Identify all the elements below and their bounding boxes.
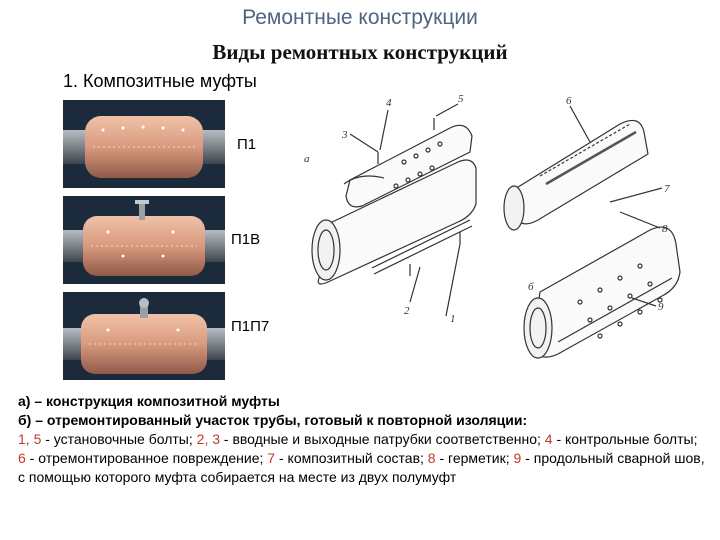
- legend-text: - вводные и выходные патрубки соответственно;: [220, 431, 545, 447]
- drawing-label-7: 7: [664, 183, 670, 195]
- legend-num: 4: [544, 431, 553, 447]
- legend-text: - отремонтированное повреждение;: [25, 450, 268, 466]
- photo-sleeve-p1p7: [63, 292, 225, 380]
- slide-subtitle: Виды ремонтных конструкций: [212, 40, 508, 64]
- legend-num: 2, 3: [196, 431, 221, 447]
- caption-line-b: б) – отремонтированный участок трубы, готовый к повторной изоляции:: [18, 412, 528, 428]
- drawing-label-9: 9: [658, 301, 664, 313]
- drawing-label-4: 4: [386, 97, 392, 109]
- legend-num: 9: [513, 450, 522, 466]
- drawing-label-1: 1: [450, 313, 456, 325]
- legend-num: 1, 5: [18, 431, 42, 447]
- photo-label-p1v: П1В: [231, 231, 261, 248]
- legend-text: - композитный состав;: [275, 450, 428, 466]
- photo-sleeve-p1v: [63, 196, 225, 284]
- section-heading: 1. Композитные муфты: [63, 71, 257, 91]
- drawing-label-6: 6: [566, 95, 572, 107]
- legend-text: - установочные болты;: [41, 431, 197, 447]
- caption-block: [18, 392, 708, 487]
- photo-label-p1p7: П1П7: [231, 318, 270, 335]
- legend-text: - герметик;: [435, 450, 514, 466]
- drawing-label-b: б: [528, 281, 534, 293]
- drawing-label-3: 3: [342, 129, 348, 141]
- slide-title: Ремонтные конструкции: [242, 6, 478, 29]
- drawing-label-2: 2: [404, 305, 410, 317]
- photo-label-p1: П1: [237, 136, 257, 153]
- legend-text: - контрольные болты;: [552, 431, 698, 447]
- legend-num: 8: [427, 450, 436, 466]
- drawing-label-5: 5: [458, 93, 464, 105]
- drawing-label-8: 8: [662, 223, 668, 235]
- sleeve-construction-drawing: [300, 92, 700, 382]
- legend-text: - продольный сварной шов, с помощью которого муфта собирается на месте из двух полумуфт: [18, 450, 705, 485]
- legend-num: 6: [18, 450, 26, 466]
- caption-legend: [18, 430, 708, 487]
- photo-sleeve-p1: [63, 100, 225, 188]
- legend-num: 7: [267, 450, 276, 466]
- caption-line-a: а) – конструкция композитной муфты: [18, 393, 280, 409]
- drawing-label-a: а: [304, 153, 310, 165]
